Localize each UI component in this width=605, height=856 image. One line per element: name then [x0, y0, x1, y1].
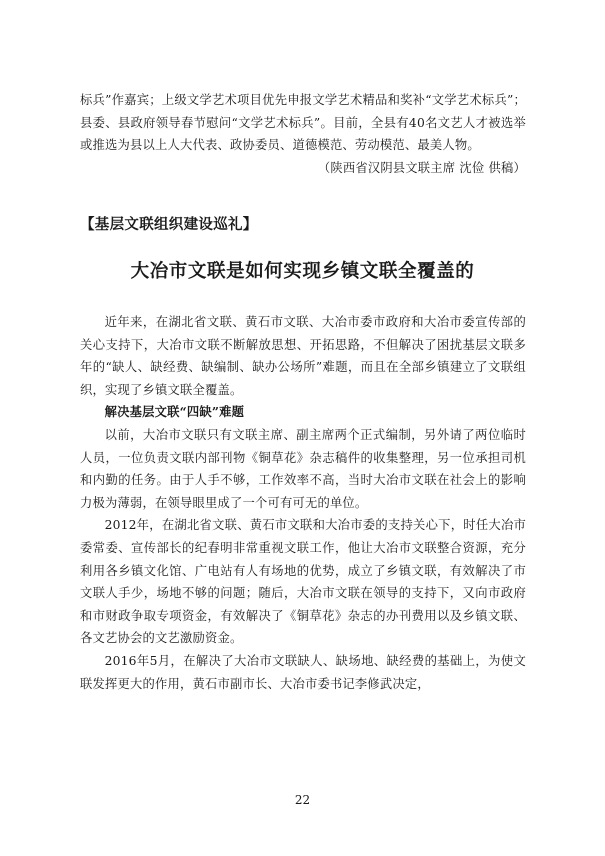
subheading: 解决基层文联“四缺”难题: [104, 404, 245, 420]
body-paragraph-2: 2012年，在湖北省文联、黄石市文联和大冶市委的支持关心下，时任大冶市委常委、宣传部长的纪春明非常重视文联工作，他让大冶市文联整合资源，充分利用各乡镇文化馆、广电站有人有场地的优势，成立了乡镇文联，有效解决了市文联人手少，场地不够的问题；随后，大冶市文联在领导的支持下，又向市政府和市财政争取专项资金，有效解决了《铜草花》杂志的办刊费用以及乡镇文联、各文艺协会的文艺激励资金。: [80, 518, 526, 646]
article-body: [80, 311, 526, 695]
author-signature: （陕西省汉阴县文联主席 沈俭 供稿）: [317, 160, 526, 175]
continued-paragraph: 标兵”作嘉宾；上级文学艺术项目优先申报文学艺术精品和奖补“文学艺术标兵”；县委、县政府领导春节慰问“文学艺术标兵”。目前，全县有40名文艺人才被选举或推选为县以上人大代表、政协委员、道德模范、劳动模范、最美人物。: [80, 93, 526, 153]
body-paragraph-3: 2016年5月，在解决了大冶市文联缺人、缺场地、缺经费的基础上，为使文联发挥更大的作用，黄石市副市长、大冶市委书记李修武决定，: [80, 653, 526, 691]
body-paragraph-1: 以前，大冶市文联只有文联主席、副主席两个正式编制，另外请了两位临时人员，一位负责文联内部刊物《铜草花》杂志稿件的收集整理，另一位承担司机和内勤的任务。由于人手不够，工作效率不高，当时大冶市文联在社会上的影响力极为薄弱，在领导眼里成了一个可有可无的单位。: [80, 427, 526, 510]
article-title: 大冶市文联是如何实现乡镇文联全覆盖的: [130, 261, 475, 282]
intro-paragraph: 近年来，在湖北省文联、黄石市文联、大冶市委市政府和大冶市委宣传部的关心支持下，大冶市文联不断解放思想、开拓思路，不但解决了困扰基层文联多年的“缺人、缺经费、缺编制、缺办公场所”难题，而且在全部乡镇建立了文联组织，实现了乡镇文联全覆盖。: [80, 315, 526, 397]
page-number: 22: [294, 793, 311, 807]
continued-section: [80, 89, 526, 179]
section-tag: 【基层文联组织建设巡礼】: [80, 216, 258, 233]
